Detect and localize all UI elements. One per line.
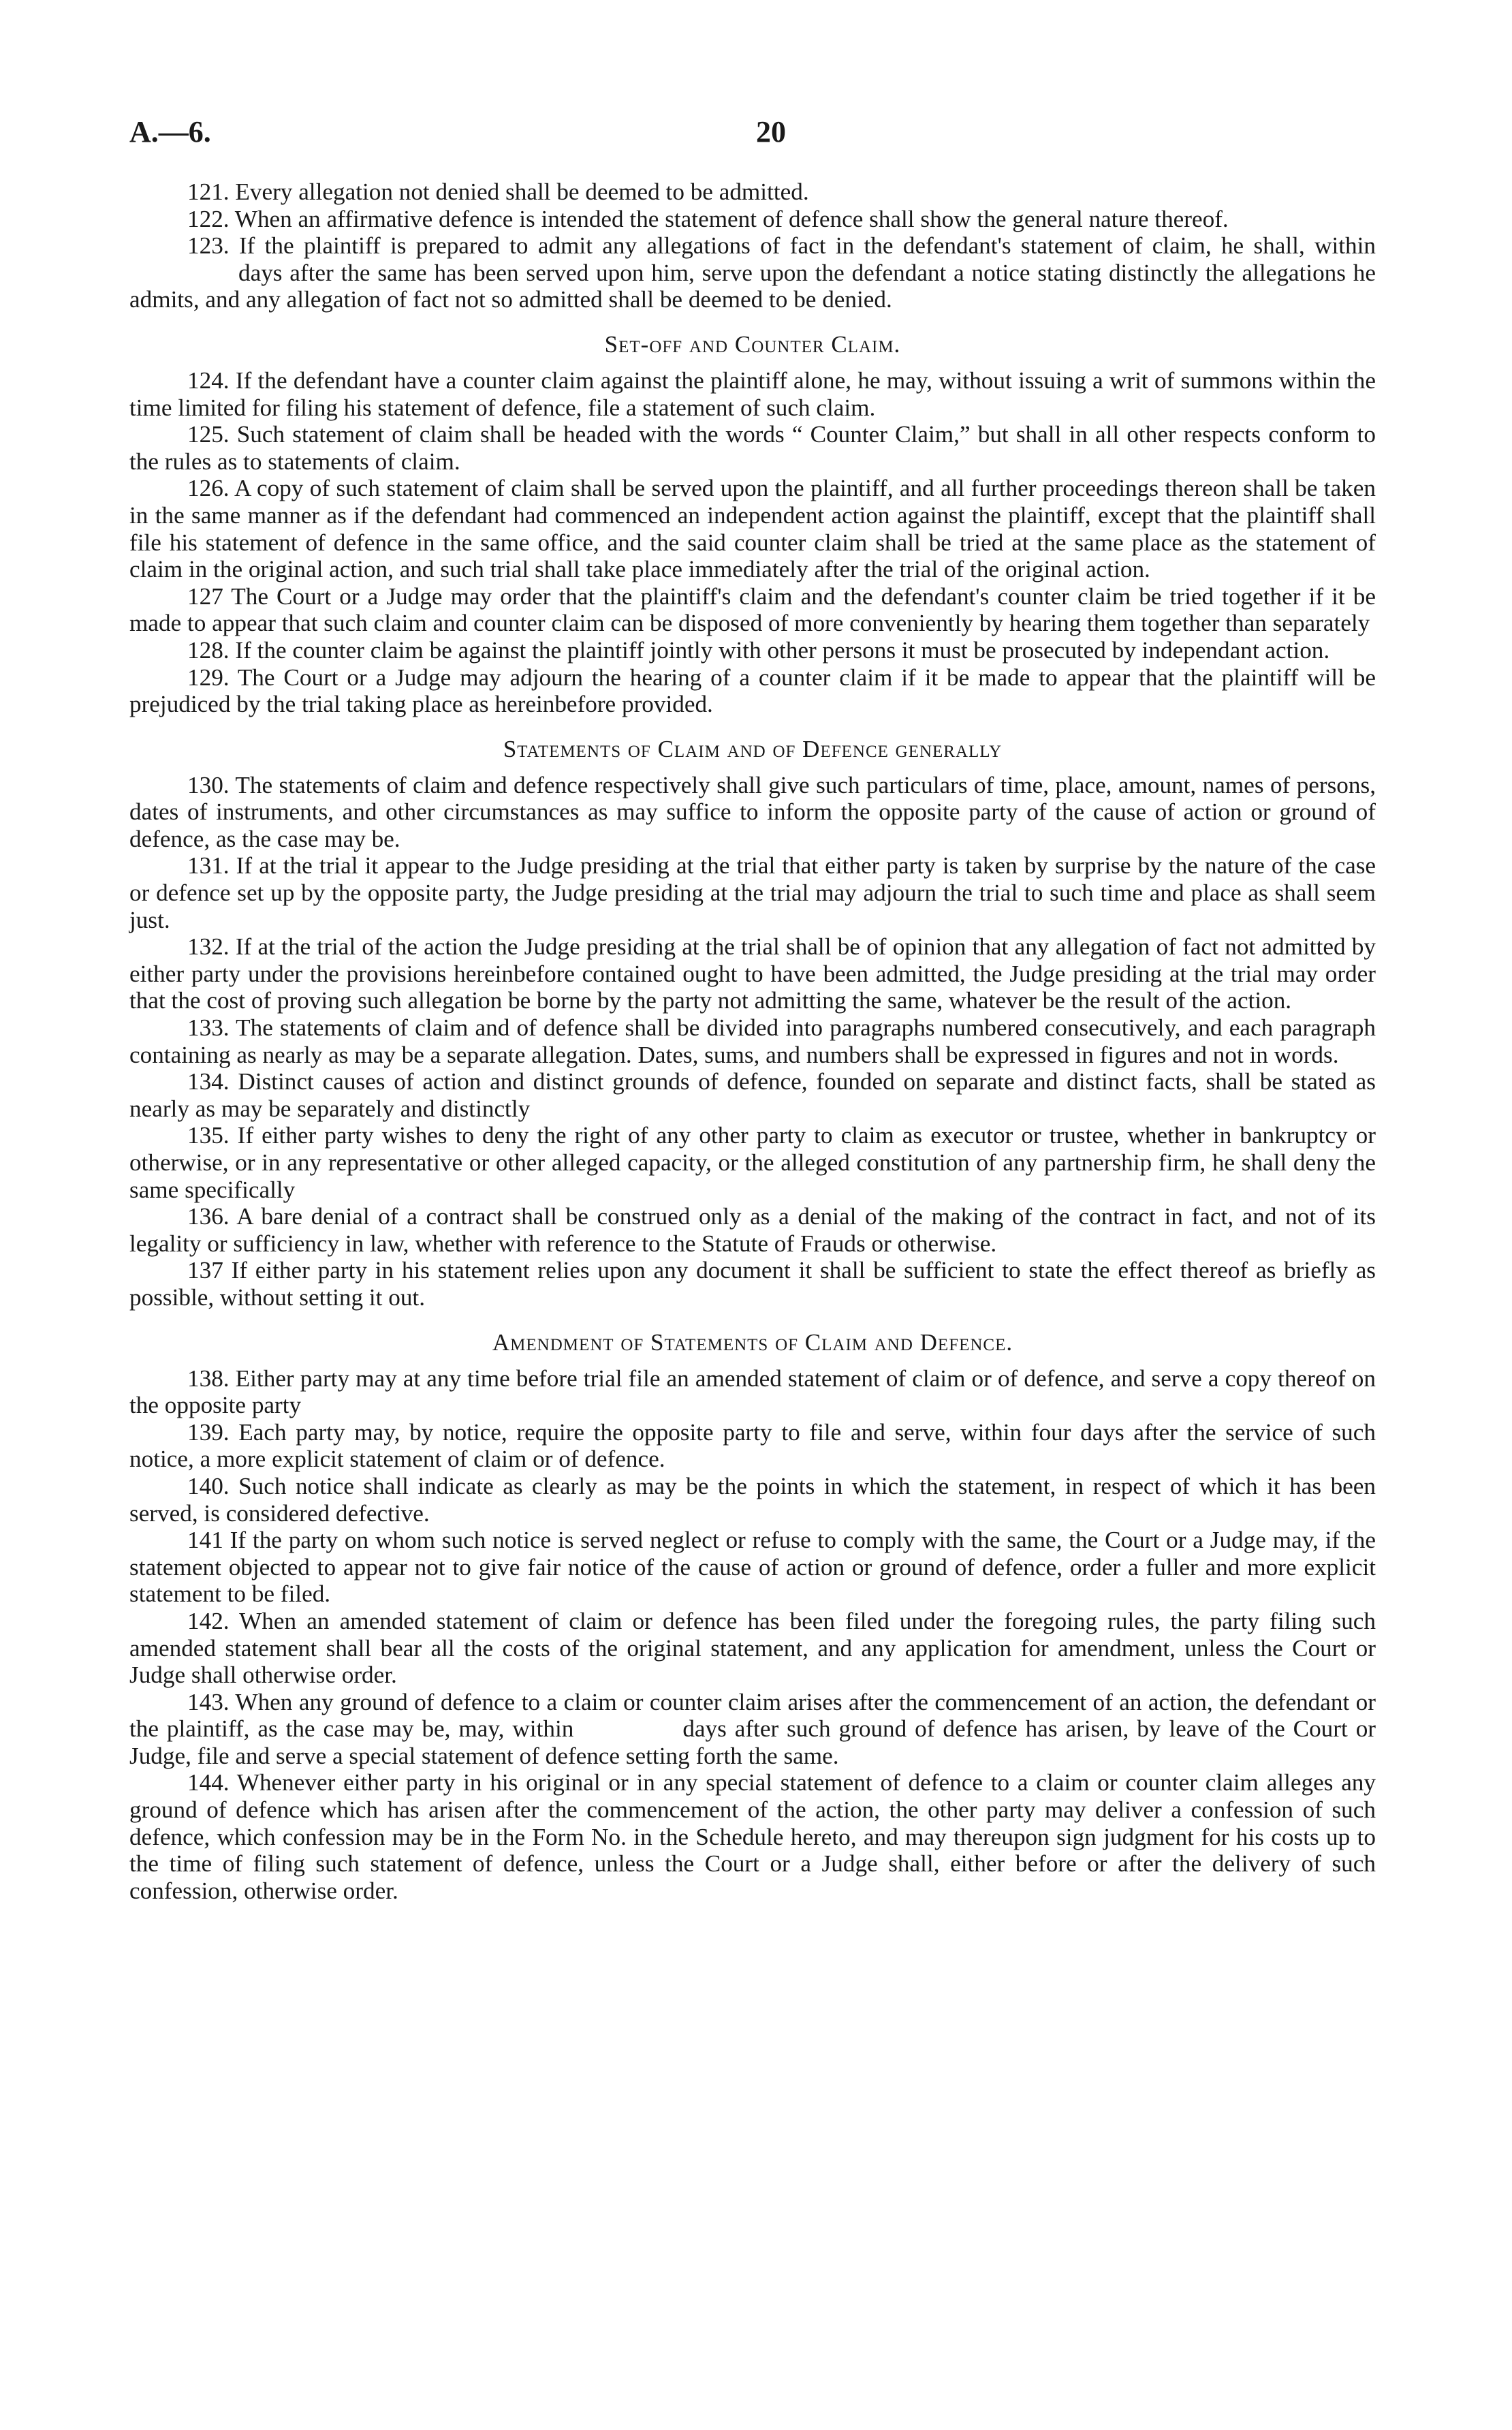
rule-140: 140. Such notice shall indicate as clearly as may be the points in which the statement, in respect of which it has been served, is considered defective. — [129, 1472, 1376, 1527]
page-number: 20 — [756, 115, 786, 149]
rule-138: 138. Either party may at any time before trial file an amended statement of claim or of defence, and serve a copy thereof on the opposite party — [129, 1365, 1376, 1419]
section-heading-statements: Statements of Claim and of Defence generally — [503, 735, 1003, 762]
rule-135: 135. If either party wishes to deny the right of any other party to claim as executor or trustee, whether in bankruptcy or otherwise, or in any representative or other alleged capacity, or the alleged constitution of any partnership firm, he shall deny the same specifically — [129, 1122, 1376, 1203]
rule-123-part-1: 123. If the plaintiff is prepared to admit any allegations of fact in the defendant's statement of claim, he shall, within — [187, 232, 1376, 260]
rule-131: 131. If at the trial it appear to the Judge presiding at the trial that either party is taken by surprise by the nature of the case or defence set up by the opposite party, the Judge presiding at the trial may adjourn the trial to such time and place as shall seem just. — [129, 852, 1376, 933]
rule-143-part-2: days after such ground of defence has arisen, by leave of the Court or Judge, file and serve a special statement of defence setting forth the same. — [129, 1715, 1376, 1769]
rule-121: 121. Every allegation not denied shall be deemed to be admitted. — [187, 178, 809, 205]
rule-124: 124. If the defendant have a counter claim against the plaintiff alone, he may, without issuing a writ of summons within the time limited for filing his statement of defence, file a statement of such claim. — [129, 367, 1376, 421]
rule-125: 125. Such statement of claim shall be headed with the words “ Counter Claim,” but shall in all other respects conform to the rules as to statements of claim. — [129, 421, 1376, 475]
rule-133: 133. The statements of claim and of defence shall be divided into paragraphs numbered consecutively, and each paragraph containing as nearly as may be a separate allegation. Dates, sums, and numbers shall be expressed in figures and not in words. — [129, 1014, 1376, 1068]
rule-129: 129. The Court or a Judge may adjourn the hearing of a counter claim if it be made to appear that the plaintiff will be prejudiced by the trial taking place as hereinbefore provided. — [129, 664, 1376, 718]
rule-136: 136. A bare denial of a contract shall be construed only as a denial of the making of the contract in fact, and not of its legality or sufficiency in law, whether with reference to the Statute of Frauds or otherwise. — [129, 1203, 1376, 1257]
rule-123-part-2: days after the same has been served upon him, serve upon the defendant a notice stating distinctly the allegations he admits, and any allegation of fact not so admitted shall be deemed to be denied. — [129, 259, 1376, 313]
rule-123 — [129, 232, 1376, 313]
rule-134: 134. Distinct causes of action and distinct grounds of defence, founded on separate and distinct facts, shall be stated as nearly as may be separately and distinctly — [129, 1068, 1376, 1122]
document-reference: A.—6. — [129, 115, 211, 149]
rule-142: 142. When an amended statement of claim or defence has been filed under the foregoing rules, the party filing such amended statement shall bear all the costs of the original statement, and any application for amendment, unless the Court or Judge shall otherwise order. — [129, 1607, 1376, 1689]
rule-122: 122. When an affirmative defence is intended the statement of defence shall show the general nature thereof. — [187, 205, 1229, 232]
document-body — [129, 178, 1376, 1904]
section-heading-amendment: Amendment of Statements of Claim and Defence. — [492, 1328, 1013, 1356]
rule-130: 130. The statements of claim and defence respectively shall give such particulars of time, place, amount, names of persons, dates of instruments, and other circumstances as may suffice to inform the opposite party of the cause of action or ground of defence, as the case may be. — [129, 771, 1376, 852]
rule-128: 128. If the counter claim be against the plaintiff jointly with other persons it must be prosecuted by independant action. — [187, 636, 1330, 664]
page-header — [129, 114, 1369, 155]
section-heading-set-off: Set-off and Counter Claim. — [604, 330, 901, 358]
rule-139: 139. Each party may, by notice, require the opposite party to file and serve, within four days after the service of such notice, a more explicit statement of claim or of defence. — [129, 1418, 1376, 1473]
rule-143 — [129, 1689, 1376, 1770]
rule-143-part-1: 143. When any ground of defence to a claim or counter claim arises after the commencement of an action, the defendant or the plaintiff, as the case may be, may, within — [129, 1688, 1376, 1743]
rule-141: 141 If the party on whom such notice is served neglect or refuse to comply with the same, the Court or a Judge may, if the statement objected to appear not to give fair notice of the cause of action or ground of defence, order a fuller and more explicit statement to be filed. — [129, 1527, 1376, 1608]
rule-137: 137 If either party in his statement relies upon any document it shall be sufficient to state the effect thereof as briefly as possible, without setting it out. — [129, 1257, 1376, 1311]
rule-126: 126. A copy of such statement of claim shall be served upon the plaintiff, and all further proceedings thereon shall be taken in the same manner as if the defendant had commenced an independent action against the plaintiff, except that the plaintiff shall file his statement of defence in the same office, and the said counter claim shall be tried at the same place as the statement of claim in the original action, and such trial shall take place immediately after the trial of the original action. — [129, 475, 1376, 583]
rule-132: 132. If at the trial of the action the Judge presiding at the trial shall be of opinion that any allegation of fact not admitted by either party under the provisions hereinbefore contained ought to have been admitted, the Judge presiding at the trial may order that the cost of proving such allegation be borne by the party not admitting the same, whatever be the result of the action. — [129, 933, 1376, 1014]
rule-127: 127 The Court or a Judge may order that the plaintiff's claim and the defendant's counter claim be tried together if it be made to appear that such claim and counter claim can be disposed of more conveniently by hearing them together than separately — [129, 582, 1376, 637]
rule-144: 144. Whenever either party in his original or in any special statement of defence to a claim or counter claim alleges any ground of defence which has arisen after the commencement of the action, the other party may deliver a confession of such defence, which confession may be in the Form No. in the Schedule hereto, and may thereupon sign judgment for his costs up to the time of filing such statement of defence, unless the Court or a Judge shall, either before or after the delivery of such confession, otherwise order. — [129, 1769, 1376, 1904]
